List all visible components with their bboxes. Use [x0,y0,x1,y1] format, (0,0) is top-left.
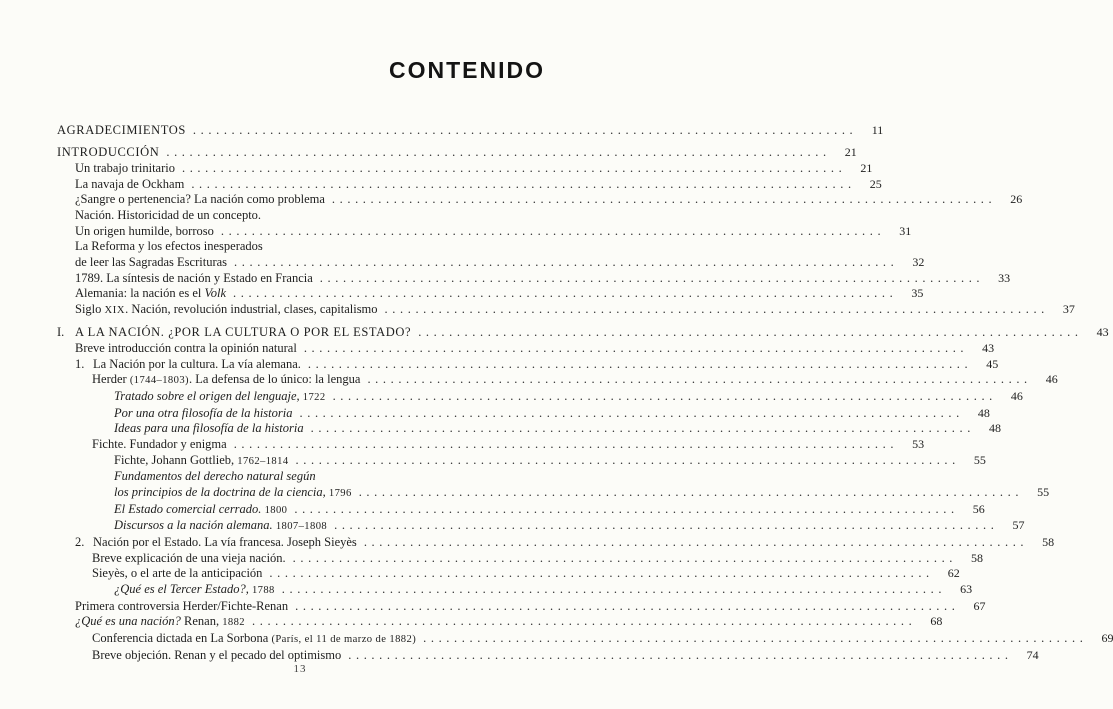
toc-entry-text-segment: Fichte. Fundador y enigma [92,437,227,452]
toc-entry [57,341,995,357]
toc-entry-text-segment: Breve explicación de una vieja nación. [92,550,286,565]
toc-entry-text-segment: Breve objeción. Renan y el pecado del optimismo [92,647,342,662]
toc-entry-text-segment: A LA NACIÓN. ¿POR LA CULTURA O POR EL ESTADO? [75,325,412,340]
toc-entry-label [75,286,226,302]
dot-leader [193,123,857,139]
toc-entry-page: 55 [973,452,986,467]
toc-entry-label [92,631,416,648]
toc-entry-text-segment: Alemania: la nación es el [75,286,205,301]
toc-entry [57,325,1109,341]
toc-entry-label [92,648,341,664]
toc-entry-label [75,208,261,224]
dot-leader [311,421,975,437]
toc-entry-text-segment: La Reforma y los efectos inesperados [75,239,263,254]
toc-entry-label [75,177,184,193]
toc-entry [57,566,960,582]
toc-entry [57,550,984,567]
toc-entry-page: 25 [869,176,882,191]
toc-entry [57,192,1023,208]
toc-entry-text-segment: Breve introducción contra la opinión natural [75,341,297,356]
toc-entry-text-segment: Nación por el Estado. La vía francesa. Joseph Sieyès [93,535,357,549]
toc-entry-page: 55 [1037,485,1050,500]
toc-entry-text-segment: Fundamentos del derecho natural según [114,469,316,484]
toc-entry-text-segment: La Nación por la cultura. La vía alemana. [93,356,301,371]
toc-entry-page: 48 [988,421,1001,436]
toc-entry-text-segment: (1744–1803) [129,375,189,387]
toc-entry-label [75,271,313,287]
toc-entry-text-segment: AGRADECIMIENTOS [57,123,186,137]
toc-entry [57,161,873,177]
toc-entry-page: 37 [1062,302,1075,317]
toc-entry-label [114,502,287,519]
toc-entry-page: 46 [1010,389,1023,404]
toc-entry-label [57,145,159,161]
toc-entry-label [75,161,175,177]
dot-leader [233,286,897,302]
toc-entry [57,255,925,271]
toc-entry-label [92,372,360,389]
toc-entry [57,614,943,631]
toc-entry [57,372,1058,389]
toc-entry [57,302,1075,319]
toc-entry-text-segment: ¿Qué es una nación? [75,614,185,629]
toc-entry-text-segment: 1882 [222,617,245,629]
dot-leader [385,302,1049,318]
toc-entry [57,647,1039,664]
toc-entry-label [114,518,327,535]
dot-leader [191,177,855,193]
toc-entry-label [114,485,352,502]
toc-entry-number: 2. [75,535,85,549]
toc-entry-text-segment: 1796 [328,488,352,500]
page-title: CONTENIDO [389,57,545,83]
toc-entry-label [57,123,186,139]
toc-entry-text-segment: 1788 [251,584,275,596]
dot-leader [300,406,964,422]
toc-entry [57,598,986,615]
toc-entry [57,145,857,161]
toc-entry-text-segment: 1807–1808 [275,521,328,533]
toc-entry-text-segment: 1762–1814 [237,455,289,467]
toc-entry-page: 68 [930,614,943,629]
toc-entry-text-segment: . Nación, revolución industrial, clases, capitalismo [125,302,378,317]
toc-entry-text-segment: Por una otra filosofía de la historia [114,405,293,420]
toc-entry-label [75,224,214,240]
toc-entry [57,485,1050,502]
toc-entry-text-segment: Primera controversia Herder/Fichte-Renan [75,598,289,613]
toc-entry [57,581,973,599]
toc-entry-text-segment: Fichte, Johann Gottlieb, [114,452,238,467]
toc-entry [57,223,912,240]
dot-leader [423,631,1087,647]
toc-entry-page: 62 [947,566,960,581]
toc-entry-text-segment: Un trabajo trinitario [75,161,175,176]
dot-leader [269,566,933,582]
toc-entry-label [93,357,301,373]
toc-entry-text-segment: Discursos a la nación alemana. [114,518,276,533]
dot-leader [295,599,959,615]
toc-entry-text-segment: Tratado sobre el origen del lenguaje, [114,389,303,404]
toc-entry-label [75,255,227,271]
toc-entry-text-segment: . La defensa de lo único: la lengua [188,372,361,387]
dot-leader [359,485,1023,501]
dot-leader [348,648,1012,664]
toc-entry-page: 46 [1045,372,1058,387]
dot-leader [296,453,960,469]
toc-entry-label [75,599,288,615]
toc-entry-page: 26 [1010,192,1023,207]
dot-leader [418,325,1082,341]
toc-entry-text-segment: Ideas para una filosofía de la historia [114,421,304,436]
toc-entry [57,437,925,453]
toc-entry-label [75,239,263,255]
toc-entry-page: 32 [912,255,925,270]
toc-entry [57,501,985,519]
dot-leader [333,389,997,405]
toc-entry-number: 1. [75,356,85,371]
toc-entry-label [75,614,245,631]
dot-leader [166,145,830,161]
toc-entry-text-segment: Volk [204,286,226,301]
toc-entry-page: 74 [1026,647,1039,662]
toc-entry-page: 67 [973,598,986,613]
toc-entry-page: 57 [1012,518,1025,533]
toc-entry-page: 48 [977,405,990,420]
toc-entry-text-segment: ¿Qué es el Tercer Estado?, [114,581,252,596]
toc-entry-page: 21 [860,161,873,176]
dot-leader [308,357,972,373]
toc-entry-label [75,192,325,208]
toc-entry [57,452,986,470]
dot-leader [304,341,968,357]
toc-entry-label [75,325,411,341]
toc-entry-page: 43 [1096,325,1109,340]
toc-entry-page: 31 [899,223,912,238]
toc-entry-label [92,566,262,582]
dot-leader [332,192,996,208]
dot-leader [320,271,984,287]
dot-leader [294,502,958,518]
toc-entry-label [114,453,289,470]
dot-leader [182,161,846,177]
dot-leader [221,224,885,240]
toc-entry-label [92,551,286,567]
toc-entry [57,518,1025,535]
toc-entry-page: 63 [960,581,973,596]
dot-leader [367,372,1031,388]
toc-entry-page: 33 [998,270,1011,285]
toc-entry-label [114,421,304,437]
toc-entry-text-segment: Un origen humilde, borroso [75,223,214,238]
toc-entry [57,208,543,224]
toc-entry-text-segment: 1800 [264,504,288,516]
toc-entry-label [114,389,326,406]
toc-entry [57,389,1023,406]
toc-entry-page: 11 [871,123,884,137]
toc-entry [57,239,543,255]
toc-entry [57,356,999,373]
toc-entry-text-segment: ¿Sangre o pertenencia? La nación como problema [75,192,325,207]
toc-entry-page: 56 [972,501,985,516]
toc-entry [57,270,1011,287]
toc-entry [57,176,882,193]
table-of-contents [57,123,1113,663]
toc-entry [57,405,990,422]
dot-leader [252,614,916,630]
toc-entry [57,469,543,485]
toc-entry-text-segment: (París, el 11 de marzo de 1882) [271,633,417,645]
toc-entry-label [75,341,297,357]
dot-leader [234,255,898,271]
toc-entry-text-segment: La navaja de Ockham [75,176,185,191]
toc-entry-page: 43 [982,341,995,356]
toc-entry-label [114,582,275,599]
toc-entry [57,630,1113,648]
toc-entry-text-segment: 1789. La síntesis de nación y Estado en Francia [75,270,313,285]
toc-entry-text-segment: Siglo [75,302,105,317]
toc-entry-text-segment: Renan, [184,614,223,629]
dot-leader [293,551,957,567]
toc-entry-page: 69 [1101,630,1113,645]
toc-entry [57,535,1055,551]
toc-entry-number: I. [57,325,65,340]
toc-entry [57,123,884,139]
toc-entry-page: 35 [911,286,924,301]
toc-entry [57,286,924,302]
toc-entry-page: 21 [844,145,857,160]
toc-entry-label [93,535,357,551]
toc-entry-text-segment: El Estado comercial cerrado. [114,501,265,516]
folio-page-number: 13 [293,663,307,675]
toc-entry-text-segment: Nación. Historicidad de un concepto. [75,208,262,223]
toc-entry-page: 58 [1042,535,1055,549]
toc-entry-text-segment: Sieyès, o el arte de la anticipación [92,566,263,581]
dot-leader [234,437,898,453]
toc-entry-text-segment: XIX [104,305,126,317]
toc-entry-label [92,437,227,453]
toc-entry-text-segment: 1722 [302,392,326,404]
toc-entry-text-segment: INTRODUCCIÓN [57,145,160,160]
toc-entry-label [75,302,378,319]
dot-leader [282,582,946,598]
toc-entry [57,421,1001,437]
toc-entry-label [114,406,293,422]
toc-entry-page: 45 [986,356,999,371]
toc-entry-page: 58 [971,550,984,565]
dot-leader [334,518,998,534]
toc-entry-text-segment: Herder [92,372,130,387]
dot-leader [364,535,1028,551]
toc-entry-text-segment: Conferencia dictada en La Sorbona [92,630,272,645]
toc-entry-label [114,469,316,485]
toc-entry-page: 53 [912,437,925,452]
toc-entry-text-segment: los principios de la doctrina de la ciencia, [114,485,329,500]
toc-entry-text-segment: de leer las Sagradas Escrituras [75,255,228,270]
